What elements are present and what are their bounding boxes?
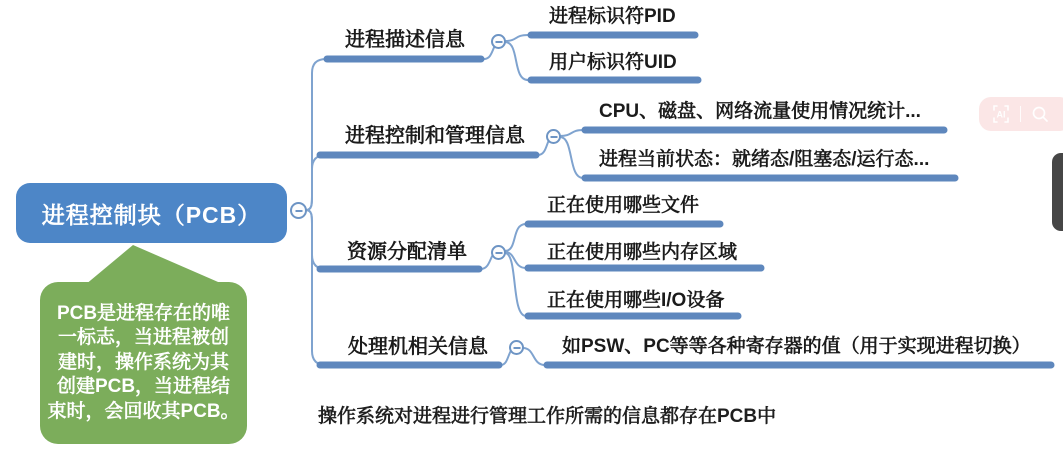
callout-line: 建时，操作系统为其	[57, 351, 229, 373]
child-current-state[interactable]: 进程当前状态：就绪态/阻塞态/运行态...	[599, 149, 930, 170]
child-uid[interactable]: 用户标识符UID	[549, 52, 677, 73]
child-usage-stats[interactable]: CPU、磁盘、网络流量使用情况统计...	[599, 101, 921, 122]
ai-scan-icon[interactable]	[991, 104, 1011, 124]
toolbar-divider	[1020, 106, 1021, 122]
child-io-devices-in-use[interactable]: 正在使用哪些I/O设备	[547, 290, 725, 311]
child-files-in-use[interactable]: 正在使用哪些文件	[547, 195, 700, 216]
collapse-button-branch-1[interactable]	[491, 34, 506, 49]
collapse-button-branch-3[interactable]	[491, 245, 506, 260]
branch-control-management[interactable]: 进程控制和管理信息	[345, 125, 525, 147]
child-pid[interactable]: 进程标识符PID	[549, 6, 676, 27]
callout-line: PCB是进程存在的唯	[56, 302, 231, 324]
collapse-button-branch-4[interactable]	[509, 340, 524, 355]
branch-processor-info[interactable]: 处理机相关信息	[348, 336, 488, 358]
callout-line: 创建PCB，当进程结	[56, 376, 231, 398]
ai-search-toolbar	[979, 97, 1063, 131]
callout-line: 束时，会回收其PCB。	[47, 400, 240, 422]
collapse-button-root[interactable]	[290, 202, 307, 219]
branch-process-description[interactable]: 进程描述信息	[345, 29, 465, 51]
callout-note[interactable]	[40, 282, 247, 444]
child-memory-in-use[interactable]: 正在使用哪些内存区域	[547, 242, 738, 263]
callout-line: 一标志，当进程被创	[57, 327, 229, 349]
svg-text:AI: AI	[996, 109, 1006, 120]
collapse-button-branch-2[interactable]	[546, 129, 561, 144]
callout-pointer	[85, 245, 225, 285]
child-registers[interactable]: 如PSW、PC等等各种寄存器的值（用于实现进程切换）	[562, 336, 1031, 357]
root-topic-pcb[interactable]	[16, 183, 287, 243]
side-panel-handle[interactable]	[1052, 153, 1063, 231]
branch-resource-list[interactable]: 资源分配清单	[347, 241, 467, 263]
footnote-text: 操作系统对进程进行管理工作所需的信息都存在PCB中	[318, 406, 777, 427]
root-topic-label: 进程控制块（PCB）	[41, 201, 262, 228]
search-icon[interactable]	[1030, 104, 1050, 124]
